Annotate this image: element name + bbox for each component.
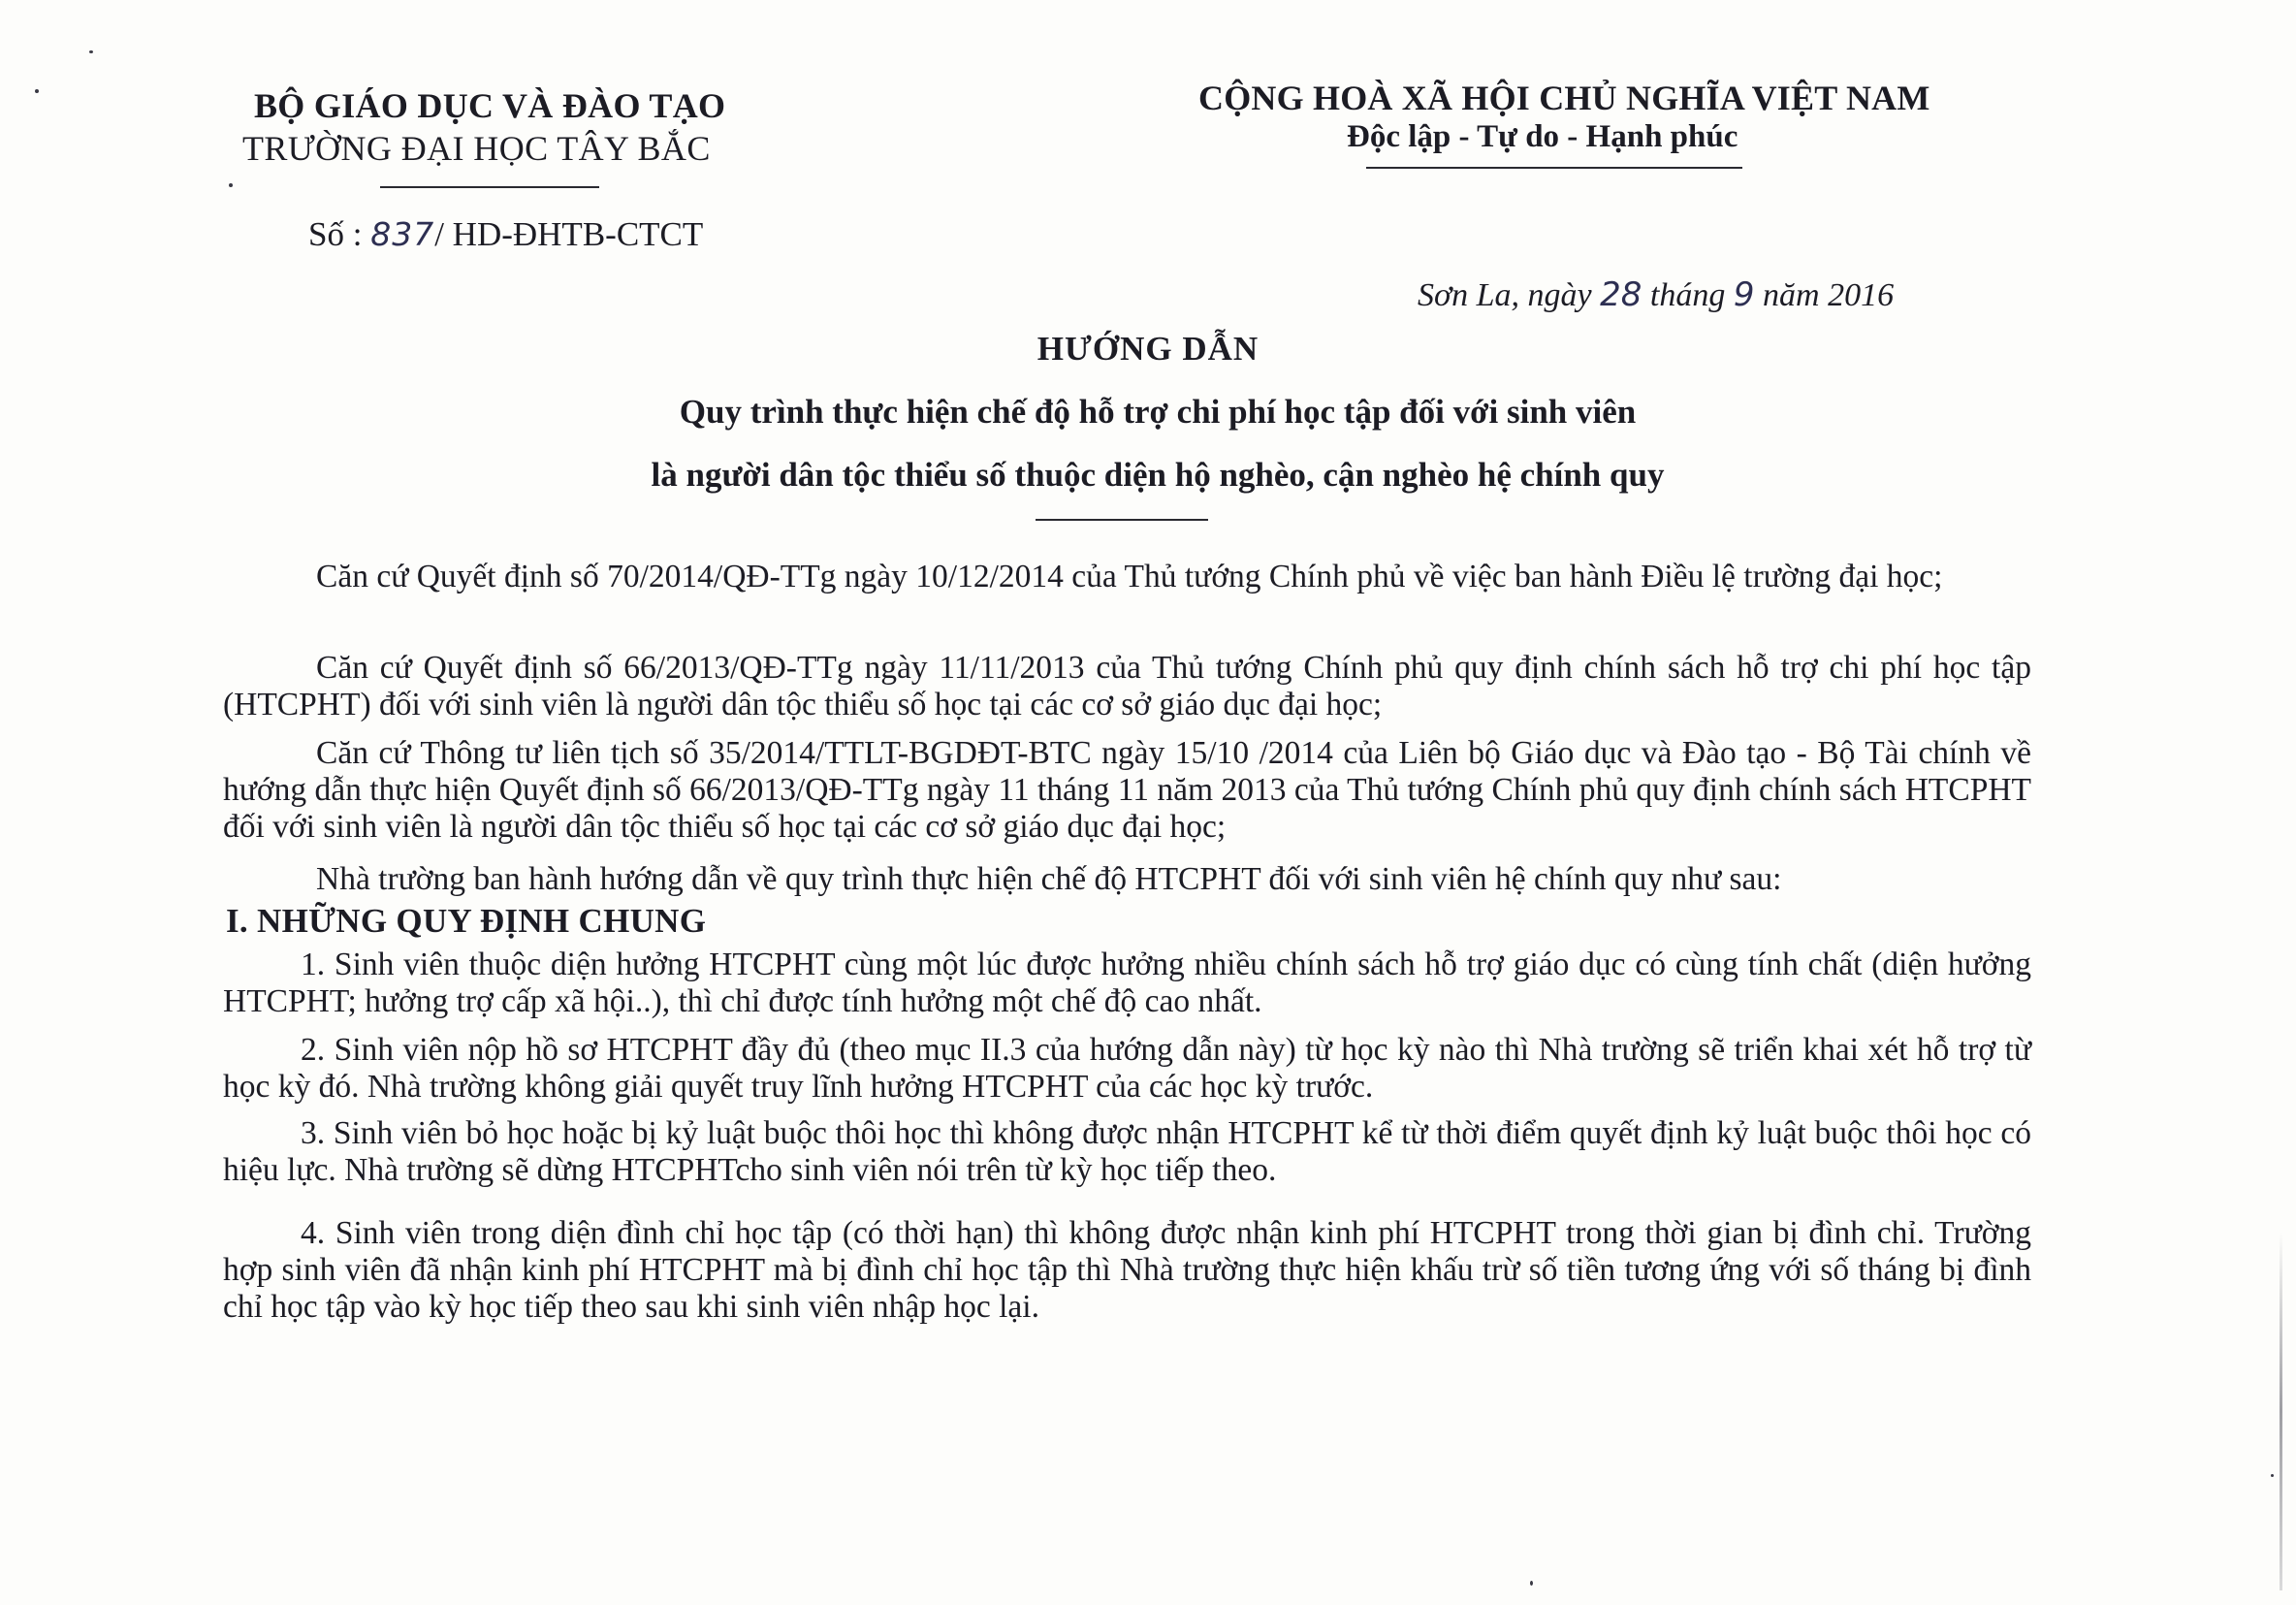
header-left-divider bbox=[380, 186, 599, 188]
document-number bbox=[308, 215, 703, 254]
section-heading: I. NHỮNG QUY ĐỊNH CHUNG bbox=[226, 902, 707, 940]
rule-item-3: 3. Sinh viên bỏ học hoặc bị kỷ luật buộc thôi học thì không được nhận HTCPHT kể từ thời điểm quyết định kỷ luật buộc thôi học có hiệu lực. Nhà trường sẽ dừng HTCPHTcho sinh viên nói trên từ kỳ học tiếp theo. bbox=[223, 1115, 2031, 1188]
national-motto: Độc lập - Tự do - Hạnh phúc bbox=[1347, 119, 1738, 154]
preamble-text-2: Căn cứ Quyết định số 66/2013/QĐ-TTg ngày 11/11/2013 của Thủ tướng Chính phủ quy định chính sách hỗ trợ chi phí học tập (HTCPHT) đối với sinh viên là người dân tộc thiểu số học tại các cơ sở giáo dục đại học; bbox=[223, 650, 2031, 722]
scan-speck bbox=[35, 89, 39, 93]
preamble-paragraph bbox=[223, 650, 2031, 723]
republic-name: CỘNG HOÀ XÃ HỘI CHỦ NGHĨA VIỆT NAM bbox=[1198, 79, 1930, 117]
list-item bbox=[223, 1115, 2031, 1189]
preamble-text-4: Nhà trường ban hành hướng dẫn về quy trình thực hiện chế độ HTCPHT đối với sinh viên hệ chính quy như sau: bbox=[316, 861, 1782, 897]
list-item bbox=[223, 1215, 2031, 1326]
scan-edge-shadow bbox=[2280, 1232, 2282, 1590]
document-title: HƯỚNG DẪN bbox=[1036, 330, 1260, 368]
preamble-text-3: Căn cứ Thông tư liên tịch số 35/2014/TTLT-BGDĐT-BTC ngày 15/10 /2014 của Liên bộ Giáo dục và Đào tạo - Bộ Tài chính về hướng dẫn thực hiện Quyết định số 66/2013/QĐ-TTg ngày 11 tháng 11 năm 2013 của Thủ tướng Chính phủ quy định chính sách HTCPHT đối với sinh viên là người dân tộc thiểu số học tại các cơ sở giáo dục đại học; bbox=[223, 735, 2031, 845]
ministry-name: BỘ GIÁO DỤC VÀ ĐÀO TẠO bbox=[254, 86, 726, 125]
dateline-day: 28 bbox=[1600, 275, 1642, 314]
dateline-year: năm 2016 bbox=[1763, 277, 1895, 313]
dateline-month-label: tháng bbox=[1649, 277, 1726, 313]
header-right-divider bbox=[1366, 167, 1742, 169]
scan-speck bbox=[229, 183, 233, 187]
dateline-month: 9 bbox=[1733, 275, 1755, 314]
university-name: TRƯỜNG ĐẠI HỌC TÂY BẮC bbox=[242, 129, 711, 168]
preamble-paragraph bbox=[223, 559, 2031, 595]
list-item bbox=[223, 947, 2031, 1020]
rule-item-1: 1. Sinh viên thuộc diện hưởng HTCPHT cùng một lúc được hưởng nhiều chính sách hỗ trợ giáo dục có cùng tính chất (diện hưởng HTCPHT; hưởng trợ cấp xã hội..), thì chỉ được tính hưởng một chế độ cao nhất. bbox=[223, 947, 2031, 1019]
dateline bbox=[1418, 275, 1894, 314]
document-number-suffix: / HD-ĐHTB-CTCT bbox=[434, 215, 704, 253]
list-item bbox=[223, 1032, 2031, 1106]
document-subtitle-line2: là người dân tộc thiểu số thuộc diện hộ nghèo, cận nghèo hệ chính quy bbox=[651, 456, 1665, 494]
dateline-prefix: Sơn La, ngày bbox=[1418, 277, 1592, 313]
scan-speck bbox=[2271, 1474, 2274, 1477]
document-number-handwritten: 837 bbox=[370, 215, 435, 253]
rule-item-2: 2. Sinh viên nộp hồ sơ HTCPHT đầy đủ (theo mục II.3 của hướng dẫn này) từ học kỳ nào thì Nhà trường sẽ triển khai xét hỗ trợ từ học kỳ đó. Nhà trường không giải quyết truy lĩnh hưởng HTCPHT của các học kỳ trước. bbox=[223, 1032, 2031, 1105]
preamble-paragraph bbox=[223, 735, 2031, 846]
title-divider bbox=[1036, 519, 1208, 521]
preamble-text-1: Căn cứ Quyết định số 70/2014/QĐ-TTg ngày 10/12/2014 của Thủ tướng Chính phủ về việc ban hành Điều lệ trường đại học; bbox=[316, 559, 1943, 594]
preamble-paragraph bbox=[223, 861, 2031, 898]
rule-item-4: 4. Sinh viên trong diện đình chỉ học tập (có thời hạn) thì không được nhận kinh phí HTCPHT trong thời gian bị đình chỉ. Trường hợp sinh viên đã nhận kinh phí HTCPHT mà bị đình chỉ học tập thì Nhà trường thực hiện khấu trừ số tiền tương ứng với số tháng bị đình chỉ học tập vào kỳ học tiếp theo sau khi sinh viên nhập học lại. bbox=[223, 1215, 2031, 1325]
document-subtitle-line1: Quy trình thực hiện chế độ hỗ trợ chi phí học tập đối với sinh viên bbox=[679, 393, 1637, 431]
scan-speck bbox=[89, 50, 93, 53]
document-number-prefix: Số : bbox=[308, 215, 363, 253]
scan-speck bbox=[1530, 1581, 1533, 1586]
